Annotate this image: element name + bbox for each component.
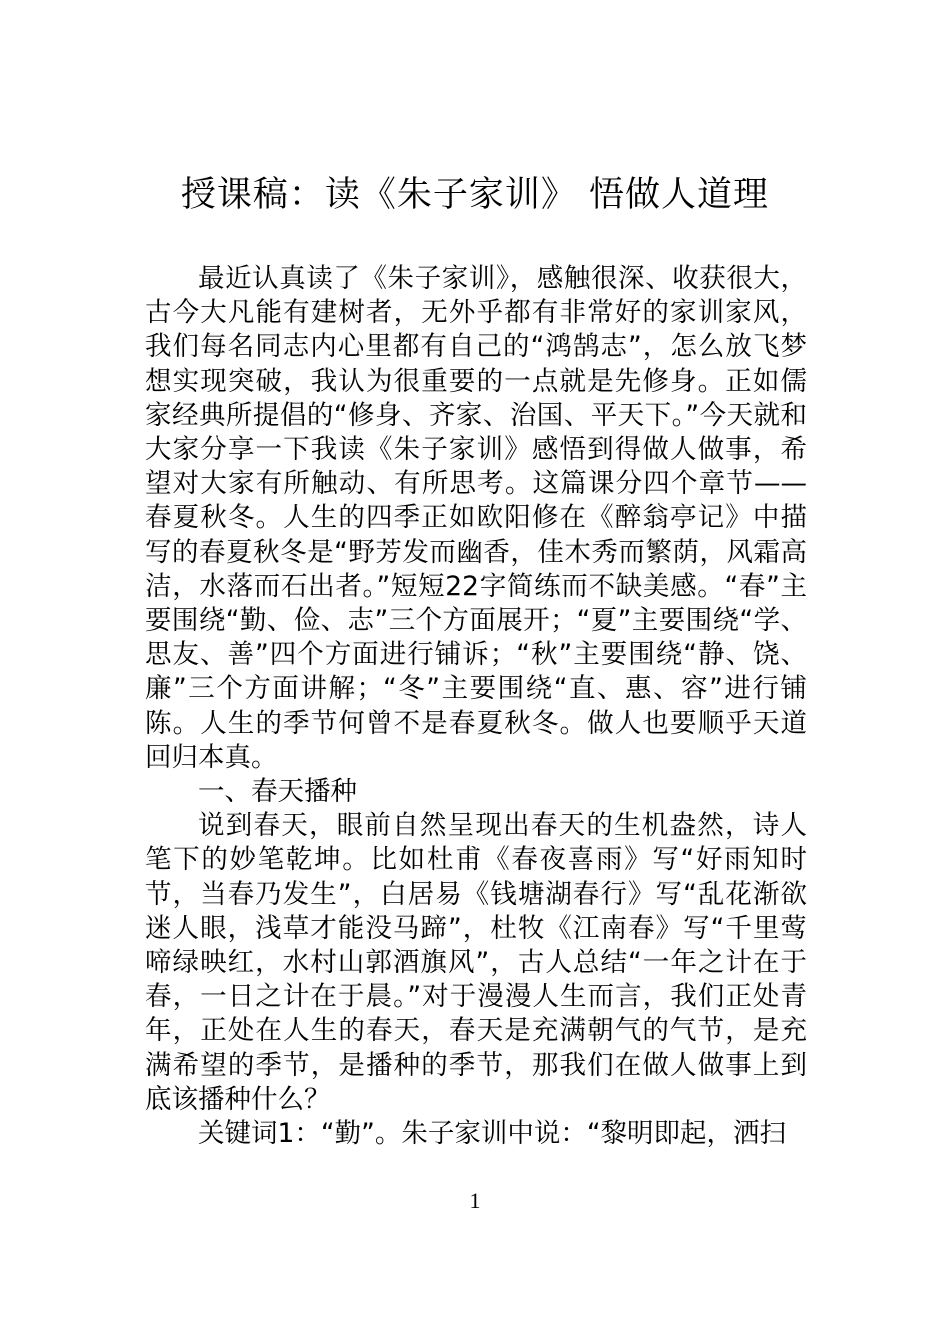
- keyword-paragraph: 关键词1：“勤”。朱子家训中说：“黎明即起，洒扫: [198, 1118, 787, 1150]
- document-title: 授课稿：读《朱子家训》 悟做人道理: [180, 175, 770, 215]
- page-number: 1: [469, 1188, 481, 1213]
- spring-paragraph: 说到春天，眼前自然呈现出春天的生机盎然，诗人笔下的妙笔乾坤。比如杜甫《春夜喜雨》写“好雨知时节，当春乃发生”，白居易《钱塘湖春行》写“乱花渐欲迷人眼，浅草才能没马蹄”，杜牧《江南春》写“千里莺啼绿映红，水村山郭酒旗风”，古人总结“一年之计在于春，一日之计在于晨。”对于漫漫人生而言，我们正处青年，正处在人生的春天，春天是充满朝气的气节，是充满希望的季节，是播种的季节，那我们在做人做事上到底该播种什么？: [145, 810, 807, 1115]
- intro-paragraph: 最近认真读了《朱子家训》，感触很深、收获很大，古今大凡能有建树者，无外乎都有非常好的家训家风，我们每名同志内心里都有自己的“鸿鹄志”，怎么放飞梦想实现突破，我认为很重要的一点就是先修身。正如儒家经典所提倡的“修身、齐家、治国、平天下。”今天就和大家分享一下我读《朱子家训》感悟到得做人做事，希望对大家有所触动、有所思考。这篇课分四个章节——春夏秋冬。人生的四季正如欧阳修在《醉翁亭记》中描写的春夏秋冬是“野芳发而幽香，佳木秀而繁荫，风霜高洁，水落而石出者。”短短22字简练而不缺美感。“春”主要围绕“勤、俭、志”三个方面展开；“夏”主要围绕“学、思友、善”四个方面进行铺诉；“秋”主要围绕“静、饶、廉”三个方面讲解；“冬”主要围绕“直、惠、容”进行铺陈。人生的季节何曾不是春夏秋冬。做人也要顺乎天道回归本真。: [145, 263, 807, 773]
- section-heading: 一、春天播种: [198, 776, 357, 808]
- document-body: [145, 262, 807, 1151]
